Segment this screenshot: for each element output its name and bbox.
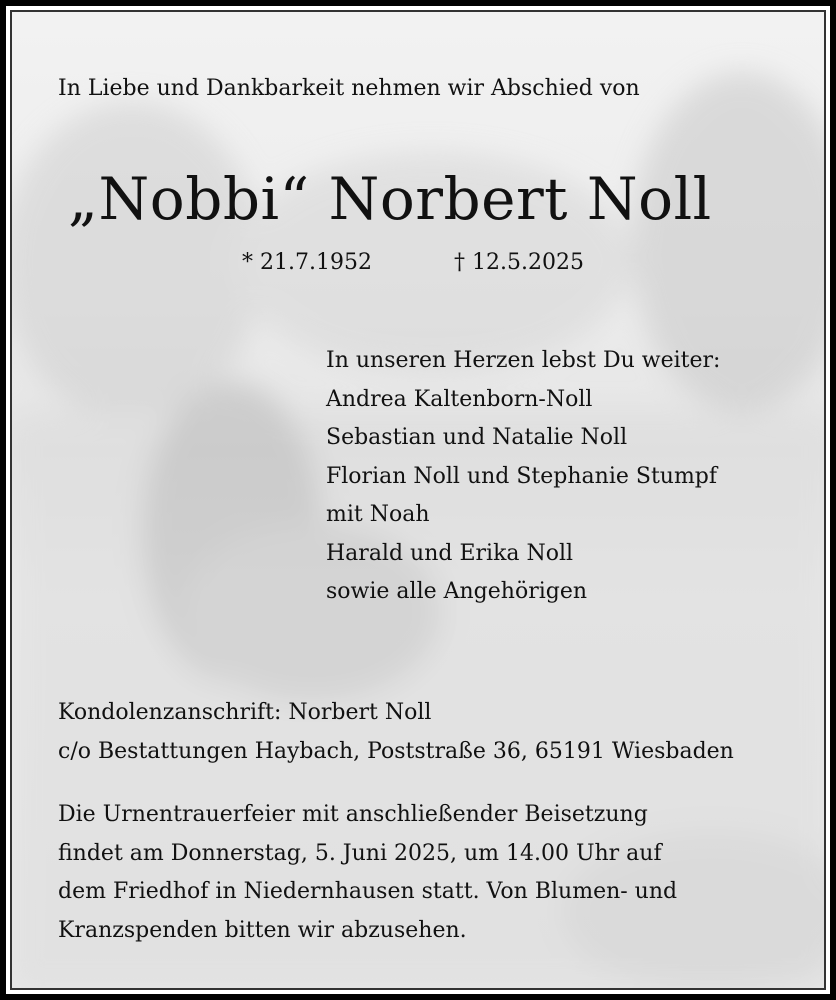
ceremony-info [58, 796, 677, 950]
mourner: Harald und Erika Noll [326, 540, 574, 566]
notice-frame [6, 6, 830, 994]
mourner: Andrea Kaltenborn-Noll [326, 386, 593, 412]
ceremony-line: Kranzspenden bitten wir abzusehen. [58, 917, 467, 943]
mourners-list [326, 342, 720, 612]
mourners-heading: In unseren Herzen lebst Du weiter: [326, 348, 721, 373]
mourner: Florian Noll und Stephanie Stumpf [326, 463, 718, 489]
condolence-address [58, 694, 734, 771]
death-date: † 12.5.2025 [454, 250, 584, 275]
deceased-name: „Nobbi“ Norbert Noll [68, 165, 712, 233]
intro-text: In Liebe und Dankbarkeit nehmen wir Abschied von [58, 76, 640, 101]
birth-date: * 21.7.1952 [242, 250, 372, 275]
ceremony-line: dem Friedhof in Niedernhausen statt. Von Blumen- und [58, 879, 678, 904]
ceremony-line: Die Urnentrauerfeier mit anschließender Beisetzung [58, 802, 648, 827]
condolence-line: Kondolenzanschrift: Norbert Noll [58, 700, 432, 725]
mourner: Sebastian und Natalie Noll [326, 425, 628, 450]
mourner: mit Noah [326, 502, 430, 527]
mourner: sowie alle Angehörigen [326, 579, 588, 604]
obituary-notice [10, 10, 826, 990]
condolence-line: c/o Bestattungen Haybach, Poststraße 36, 65191 Wiesbaden [58, 738, 734, 764]
ceremony-line: findet am Donnerstag, 5. Juni 2025, um 14.00 Uhr auf [58, 840, 662, 866]
